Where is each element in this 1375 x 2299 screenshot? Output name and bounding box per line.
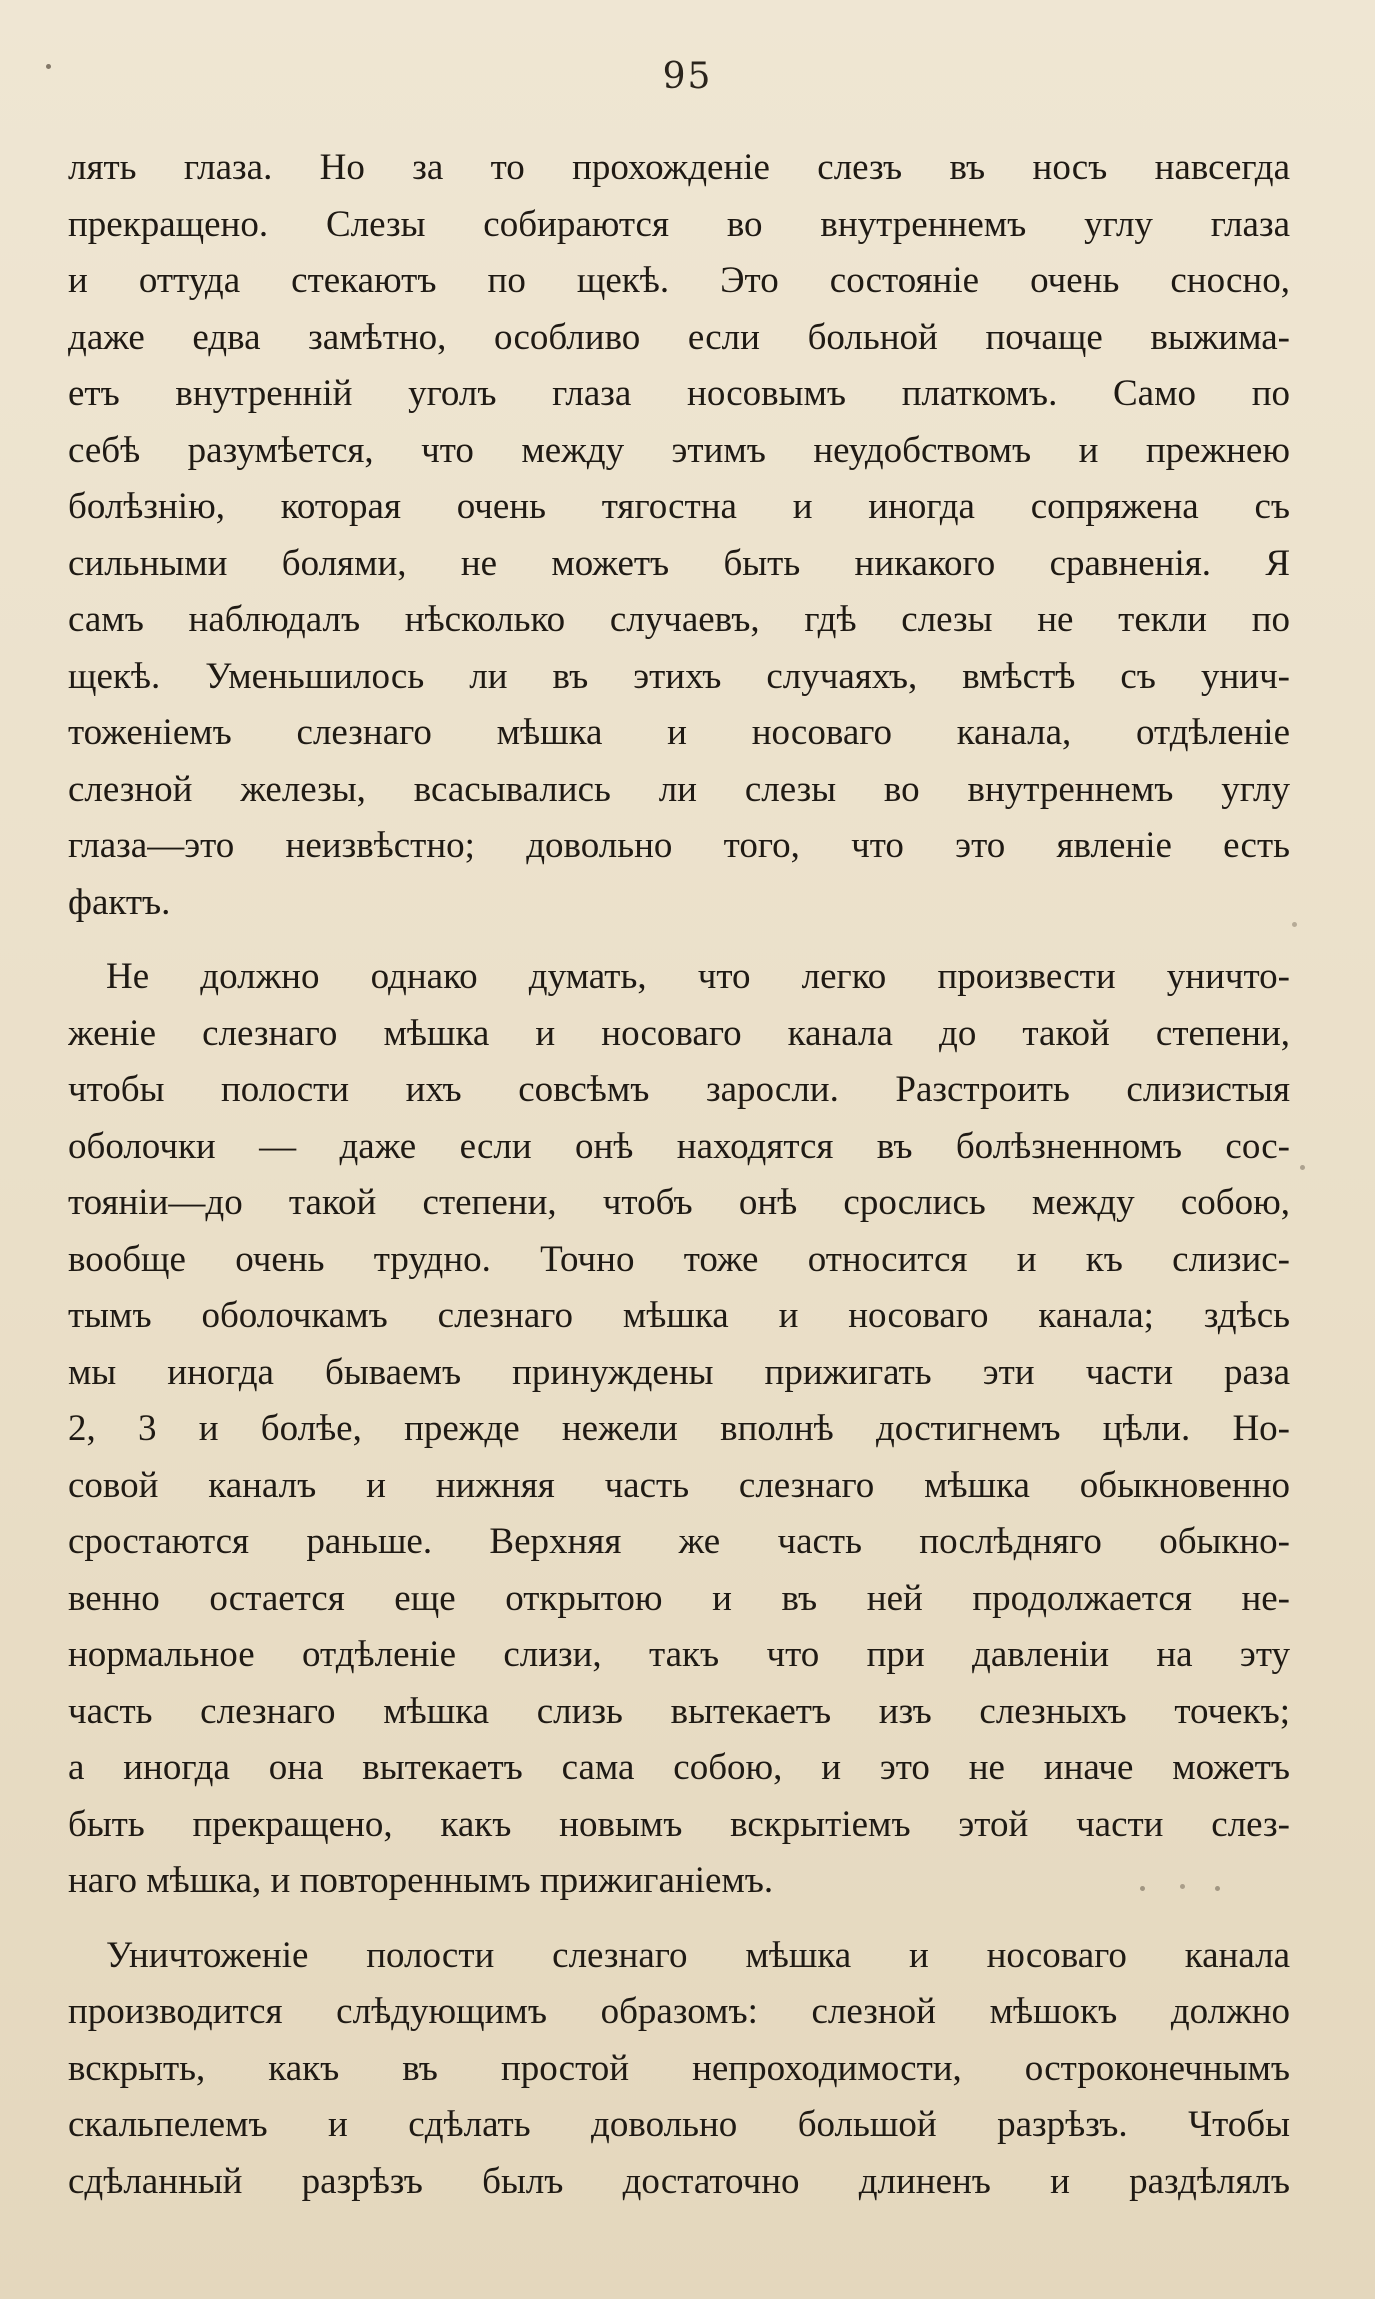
text-line: мы иногда бываемъ принуждены прижигать эти части раза xyxy=(68,1351,1290,1393)
text-line: тымъ оболочкамъ слезнаго мѣшка и носоваго канала; здѣсь xyxy=(68,1295,1290,1336)
text-line: вообще очень трудно. Точно тоже относится и къ слизис- xyxy=(68,1238,1290,1280)
text-line: лять глаза. Но за то прохожденіе слезъ въ носъ навсегда xyxy=(68,147,1290,188)
text-line: прекращено. Слезы собираются во внутреннемъ углу глаза xyxy=(68,203,1290,245)
page-number: 95 xyxy=(662,56,713,97)
paper-speck xyxy=(1215,1886,1220,1891)
text-line: сильными болями, не можетъ быть никакого сравненія. Я xyxy=(68,542,1290,584)
text-line: щекѣ. Уменьшилось ли въ этихъ случаяхъ, вмѣстѣ съ унич- xyxy=(68,655,1290,697)
body-text xyxy=(68,140,1290,2210)
text-line: скальпелемъ и сдѣлать довольно большой разрѣзъ. Чтобы xyxy=(68,2104,1290,2145)
text-line: слезной железы, всасывались ли слезы во внутреннемъ углу xyxy=(68,768,1290,810)
text-line: тояніи—до такой степени, чтобъ онѣ срослись между собою, xyxy=(68,1182,1290,1223)
paragraph-3 xyxy=(68,1928,1290,2211)
text-line: производится слѣдующимъ образомъ: слезной мѣшокъ должно xyxy=(68,1991,1290,2032)
text-line: нормальное отдѣленіе слизи, такъ что при давленіи на эту xyxy=(68,1634,1290,1675)
text-line: самъ наблюдалъ нѣсколько случаевъ, гдѣ слезы не текли по xyxy=(68,599,1290,640)
paper-speck xyxy=(1300,1165,1305,1170)
text-line: а иногда она вытекаетъ сама собою, и это не иначе можетъ xyxy=(68,1747,1290,1788)
text-line: женіе слезнаго мѣшка и носоваго канала до такой степени, xyxy=(68,1012,1290,1054)
text-line: даже едва замѣтно, особливо если больной почаще выжима- xyxy=(68,316,1290,358)
paper-speck xyxy=(1292,922,1297,927)
text-line: часть слезнаго мѣшка слизь вытекаетъ изъ слезныхъ точекъ; xyxy=(68,1690,1290,1732)
text-line: наго мѣшка, и повтореннымъ прижиганіемъ. xyxy=(68,1860,774,1901)
text-line: етъ внутренній уголъ глаза носовымъ платкомъ. Само по xyxy=(68,373,1290,414)
text-line: фактъ. xyxy=(68,881,171,923)
text-line: вскрыть, какъ въ простой непроходимости, остроконечнымъ xyxy=(68,2047,1290,2089)
text-line: Уничтоженіе полости слезнаго мѣшка и носоваго канала xyxy=(106,1934,1290,1976)
text-line: оболочки — даже если онѣ находятся въ болѣзненномъ сос- xyxy=(68,1125,1290,1167)
text-line: и оттуда стекаютъ по щекѣ. Это состояніе очень сносно, xyxy=(68,260,1290,301)
text-line: тоженіемъ слезнаго мѣшка и носоваго канала, отдѣленіе xyxy=(68,712,1290,753)
text-line: сростаются раньше. Верхняя же часть послѣдняго обыкно- xyxy=(68,1521,1290,1562)
paper-speck xyxy=(1140,1886,1145,1891)
text-line: быть прекращено, какъ новымъ вскрытіемъ этой части слез- xyxy=(68,1803,1290,1845)
text-line: венно остается еще открытою и въ ней продолжается не- xyxy=(68,1577,1290,1619)
paragraph-1 xyxy=(68,140,1290,931)
text-line: болѣзнію, которая очень тягостна и иногда сопряжена съ xyxy=(68,486,1290,527)
text-line: глаза—это неизвѣстно; довольно того, что это явленіе есть xyxy=(68,825,1290,866)
text-line: совой каналъ и нижняя часть слезнаго мѣшка обыкновенно xyxy=(68,1464,1290,1506)
text-line: себѣ разумѣется, что между этимъ неудобствомъ и прежнею xyxy=(68,429,1290,471)
paper-speck xyxy=(46,64,51,69)
text-line: сдѣланный разрѣзъ былъ достаточно длиненъ и раздѣлялъ xyxy=(68,2160,1290,2202)
text-line: 2, 3 и болѣе, прежде нежели вполнѣ достигнемъ цѣли. Но- xyxy=(68,1408,1290,1449)
paragraph-2 xyxy=(68,949,1290,1910)
text-line: чтобы полости ихъ совсѣмъ заросли. Разстроить слизистыя xyxy=(68,1069,1290,1110)
text-line: Не должно однако думать, что легко произвести уничто- xyxy=(106,956,1290,997)
paper-speck xyxy=(1180,1884,1185,1889)
